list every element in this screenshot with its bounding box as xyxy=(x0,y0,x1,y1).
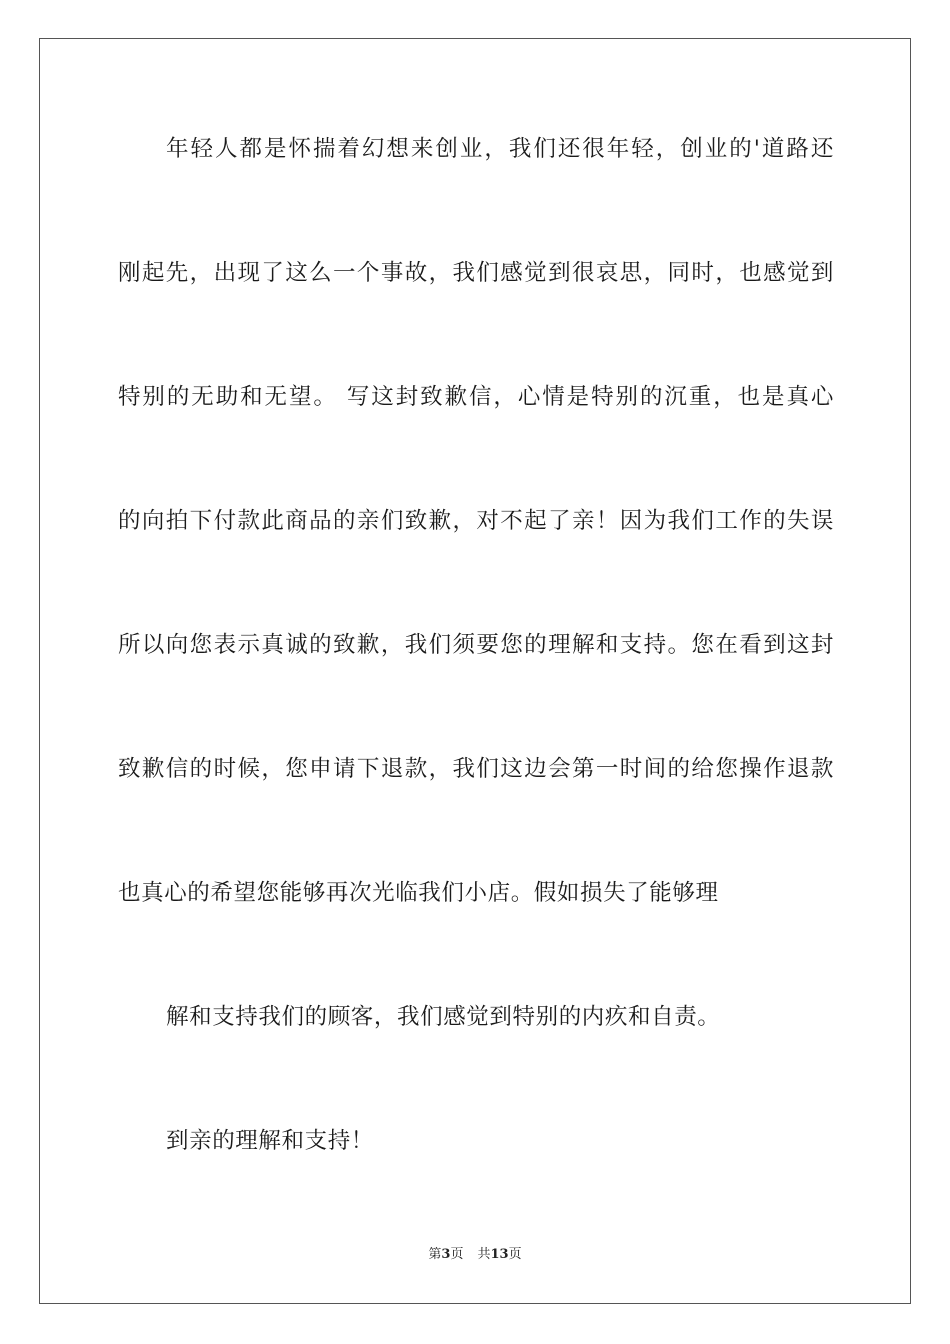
paragraph-line-1: 年轻人都是怀揣着幻想来创业，我们还很年轻，创业的'道路还 xyxy=(166,136,834,162)
page-number: 3 xyxy=(441,1247,451,1262)
page-prefix: 第 xyxy=(428,1247,442,1262)
total-suffix: 页 xyxy=(508,1247,522,1262)
paragraph-line-5: 所以向您表示真诚的致歉，我们须要您的理解和支持。您在看到这封 xyxy=(118,632,834,658)
paragraph-line-6: 致歉信的时候，您申请下退款，我们这边会第一时间的给您操作退款 xyxy=(118,756,834,782)
total-pages: 13 xyxy=(490,1247,509,1262)
paragraph-line-4: 的向拍下付款此商品的亲们致歉，对不起了亲！因为我们工作的失误 xyxy=(118,508,834,534)
paragraph-line-9: 到亲的理解和支持！ xyxy=(166,1128,374,1154)
paragraph-line-2: 刚起先，出现了这么一个事故，我们感觉到很哀思，同时，也感觉到 xyxy=(118,260,834,286)
total-prefix: 共 xyxy=(477,1247,491,1262)
paragraph-line-8: 解和支持我们的顾客，我们感觉到特别的内疚和自责。 xyxy=(166,1004,721,1030)
paragraph-line-7: 也真心的希望您能够再次光临我们小店。假如损失了能够理 xyxy=(118,880,719,906)
paragraph-line-3: 特别的无助和无望。 写这封致歉信，心情是特别的沉重，也是真心 xyxy=(118,384,834,410)
page-suffix: 页 xyxy=(450,1247,464,1262)
page-border xyxy=(39,38,911,1304)
page-footer xyxy=(0,1246,950,1264)
